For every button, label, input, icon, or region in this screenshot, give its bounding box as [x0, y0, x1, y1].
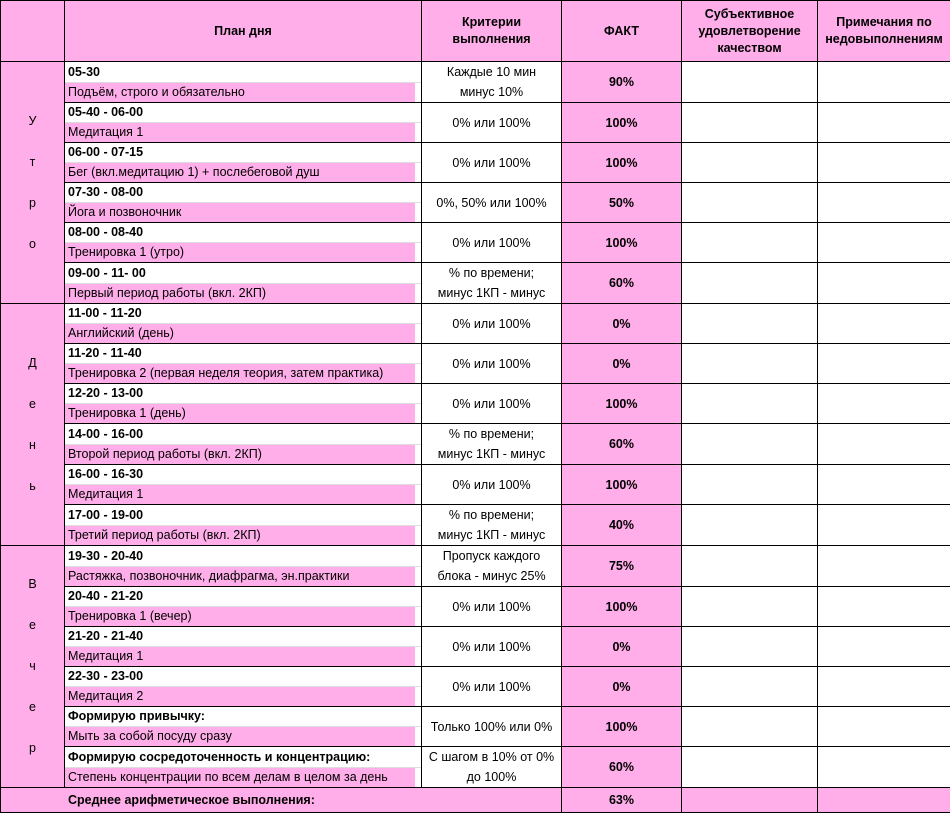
notes-cell[interactable]	[818, 183, 950, 223]
notes-cell[interactable]	[818, 465, 950, 505]
header-row	[1, 1, 950, 62]
notes-cell[interactable]	[818, 707, 950, 747]
plan-task: Тренировка 1 (утро)	[65, 243, 415, 262]
plan-time: 16-00 - 16-30	[65, 465, 421, 485]
plan-cell	[65, 103, 422, 143]
table-row	[1, 183, 950, 223]
fact-cell: 100%	[562, 587, 682, 627]
notes-cell[interactable]	[818, 263, 950, 304]
plan-cell	[65, 747, 422, 788]
plan-cell	[65, 304, 422, 344]
table-row	[1, 263, 950, 304]
section-letter: р	[1, 728, 64, 769]
subjective-cell[interactable]	[682, 143, 818, 183]
criteria-line1: С шагом в 10% от 0%	[422, 747, 561, 767]
criteria-line1: 0% или 100%	[422, 113, 561, 133]
table-row	[1, 344, 950, 384]
plan-task: Мыть за собой посуду сразу	[65, 727, 415, 746]
subjective-cell[interactable]	[682, 627, 818, 667]
notes-cell[interactable]	[818, 103, 950, 143]
subjective-cell[interactable]	[682, 587, 818, 627]
fact-cell: 0%	[562, 627, 682, 667]
criteria-line1: % по времени;	[422, 263, 561, 283]
table-row	[1, 627, 950, 667]
section-label	[1, 62, 65, 304]
header-notes-line1: Примечания по	[818, 14, 950, 31]
fact-cell: 0%	[562, 304, 682, 344]
notes-cell[interactable]	[818, 424, 950, 465]
plan-time: 17-00 - 19-00	[65, 506, 421, 526]
notes-cell[interactable]	[818, 627, 950, 667]
criteria-line1: % по времени;	[422, 424, 561, 444]
plan-time: 11-00 - 11-20	[65, 304, 421, 324]
criteria-cell	[422, 424, 562, 465]
criteria-line1: 0%, 50% или 100%	[422, 193, 561, 213]
plan-task: Тренировка 1 (вечер)	[65, 607, 415, 626]
subjective-cell[interactable]	[682, 707, 818, 747]
plan-cell	[65, 667, 422, 707]
fact-cell: 60%	[562, 263, 682, 304]
subjective-cell[interactable]	[682, 747, 818, 788]
criteria-line2: до 100%	[422, 767, 561, 787]
fact-cell: 75%	[562, 546, 682, 587]
plan-task: Бег (вкл.медитацию 1) + послебеговой душ	[65, 163, 415, 182]
notes-cell[interactable]	[818, 143, 950, 183]
fact-cell: 100%	[562, 143, 682, 183]
subjective-cell[interactable]	[682, 183, 818, 223]
table-row	[1, 465, 950, 505]
header-subjective-line1: Субъективное	[682, 6, 817, 23]
plan-time: 20-40 - 21-20	[65, 587, 421, 607]
notes-cell[interactable]	[818, 505, 950, 546]
plan-task: Йога и позвоночник	[65, 203, 415, 222]
table-row	[1, 384, 950, 424]
header-corner	[1, 1, 65, 62]
plan-cell	[65, 183, 422, 223]
header-subjective-line2: удовлетворение	[682, 23, 817, 40]
notes-cell[interactable]	[818, 384, 950, 424]
header-plan: План дня	[65, 1, 422, 62]
plan-time: 22-30 - 23-00	[65, 667, 421, 687]
fact-cell: 90%	[562, 62, 682, 103]
plan-cell	[65, 62, 422, 103]
plan-time: 06-00 - 07-15	[65, 143, 421, 163]
plan-task: Тренировка 2 (первая неделя теория, затем практика)	[65, 364, 415, 383]
plan-cell	[65, 707, 422, 747]
criteria-line2: минус 1КП - минус	[422, 283, 561, 303]
plan-task: Тренировка 1 (день)	[65, 404, 415, 423]
section-letter: е	[1, 687, 64, 728]
section-letter: о	[1, 224, 64, 265]
header-notes	[818, 1, 950, 62]
fact-cell: 100%	[562, 465, 682, 505]
table-row	[1, 546, 950, 587]
criteria-cell	[422, 667, 562, 707]
fact-cell: 100%	[562, 384, 682, 424]
notes-cell[interactable]	[818, 587, 950, 627]
criteria-line1: Пропуск каждого	[422, 546, 561, 566]
plan-task: Второй период работы (вкл. 2КП)	[65, 445, 415, 464]
plan-time: Формирую привычку:	[65, 707, 421, 727]
criteria-cell	[422, 627, 562, 667]
table-row	[1, 304, 950, 344]
plan-time: 19-30 - 20-40	[65, 547, 421, 567]
plan-cell	[65, 344, 422, 384]
subjective-cell[interactable]	[682, 384, 818, 424]
criteria-line1: 0% или 100%	[422, 314, 561, 334]
subjective-cell[interactable]	[682, 304, 818, 344]
plan-time: 05-40 - 06-00	[65, 103, 421, 123]
plan-time: 09-00 - 11- 00	[65, 264, 421, 284]
header-criteria-line2: выполнения	[422, 31, 561, 48]
criteria-cell	[422, 263, 562, 304]
header-subjective-line3: качеством	[682, 40, 817, 57]
header-notes-line2: недовыполнениям	[818, 31, 950, 48]
table-row	[1, 223, 950, 263]
table-row	[1, 143, 950, 183]
plan-cell	[65, 465, 422, 505]
section-letter: е	[1, 605, 64, 646]
header-fact: ФАКТ	[562, 1, 682, 62]
summary-label: Среднее арифметическое выполнения:	[1, 788, 562, 813]
fact-cell: 100%	[562, 707, 682, 747]
criteria-line1: 0% или 100%	[422, 153, 561, 173]
plan-task: Медитация 2	[65, 687, 415, 706]
fact-cell: 60%	[562, 424, 682, 465]
summary-empty-notes	[818, 788, 950, 813]
subjective-cell[interactable]	[682, 62, 818, 103]
section-letter: ч	[1, 646, 64, 687]
table-row	[1, 587, 950, 627]
section-letter: е	[1, 384, 64, 425]
notes-cell[interactable]	[818, 304, 950, 344]
section-letter: Д	[1, 343, 64, 384]
summary-value: 63%	[562, 788, 682, 813]
criteria-cell	[422, 587, 562, 627]
criteria-line1: 0% или 100%	[422, 677, 561, 697]
plan-task: Медитация 1	[65, 485, 415, 504]
fact-cell: 100%	[562, 103, 682, 143]
criteria-line2: минус 1КП - минус	[422, 525, 561, 545]
subjective-cell[interactable]	[682, 223, 818, 263]
plan-cell	[65, 424, 422, 465]
plan-cell	[65, 223, 422, 263]
header-criteria-line1: Критерии	[422, 14, 561, 31]
section-label	[1, 546, 65, 788]
criteria-line1: 0% или 100%	[422, 475, 561, 495]
criteria-cell	[422, 183, 562, 223]
plan-task: Первый период работы (вкл. 2КП)	[65, 284, 415, 303]
plan-task: Английский (день)	[65, 324, 415, 343]
criteria-line1: % по времени;	[422, 505, 561, 525]
summary-row	[1, 788, 950, 813]
plan-task: Третий период работы (вкл. 2КП)	[65, 526, 415, 545]
criteria-line2: блока - минус 25%	[422, 566, 561, 586]
plan-cell	[65, 505, 422, 546]
criteria-cell	[422, 465, 562, 505]
section-letter: т	[1, 142, 64, 183]
notes-cell[interactable]	[818, 667, 950, 707]
summary-empty-subjective	[682, 788, 818, 813]
criteria-cell	[422, 546, 562, 587]
criteria-line1: 0% или 100%	[422, 354, 561, 374]
notes-cell[interactable]	[818, 223, 950, 263]
plan-time: 21-20 - 21-40	[65, 627, 421, 647]
table-row	[1, 707, 950, 747]
plan-cell	[65, 587, 422, 627]
criteria-cell	[422, 505, 562, 546]
criteria-line1: Только 100% или 0%	[422, 717, 561, 737]
fact-cell: 0%	[562, 667, 682, 707]
criteria-line1: 0% или 100%	[422, 597, 561, 617]
plan-task: Подъём, строго и обязательно	[65, 83, 415, 102]
subjective-cell[interactable]	[682, 505, 818, 546]
fact-cell: 100%	[562, 223, 682, 263]
header-criteria	[422, 1, 562, 62]
criteria-line2: минус 10%	[422, 82, 561, 102]
plan-cell	[65, 263, 422, 304]
header-subjective	[682, 1, 818, 62]
criteria-cell	[422, 223, 562, 263]
table-row	[1, 62, 950, 103]
plan-time: 12-20 - 13-00	[65, 384, 421, 404]
subjective-cell[interactable]	[682, 103, 818, 143]
plan-time: 08-00 - 08-40	[65, 223, 421, 243]
criteria-cell	[422, 103, 562, 143]
section-letter: р	[1, 183, 64, 224]
table-row	[1, 667, 950, 707]
plan-cell	[65, 546, 422, 587]
section-label	[1, 304, 65, 546]
plan-task: Степень концентрации по всем делам в целом за день	[65, 768, 415, 787]
criteria-cell	[422, 143, 562, 183]
plan-cell	[65, 384, 422, 424]
criteria-cell	[422, 62, 562, 103]
criteria-line2: минус 1КП - минус	[422, 444, 561, 464]
subjective-cell[interactable]	[682, 344, 818, 384]
plan-cell	[65, 143, 422, 183]
plan-task: Медитация 1	[65, 123, 415, 142]
criteria-cell	[422, 747, 562, 788]
plan-task: Медитация 1	[65, 647, 415, 666]
notes-cell[interactable]	[818, 546, 950, 587]
subjective-cell[interactable]	[682, 263, 818, 304]
table-row	[1, 103, 950, 143]
notes-cell[interactable]	[818, 62, 950, 103]
section-letter: В	[1, 564, 64, 605]
criteria-cell	[422, 304, 562, 344]
section-letter: ь	[1, 466, 64, 507]
fact-cell: 50%	[562, 183, 682, 223]
subjective-cell[interactable]	[682, 424, 818, 465]
notes-cell[interactable]	[818, 747, 950, 788]
criteria-line1: 0% или 100%	[422, 233, 561, 253]
criteria-line1: 0% или 100%	[422, 637, 561, 657]
plan-cell	[65, 627, 422, 667]
plan-time: Формирую сосредоточенность и концентрацию:	[65, 748, 421, 768]
fact-cell: 60%	[562, 747, 682, 788]
criteria-line1: 0% или 100%	[422, 394, 561, 414]
plan-time: 05-30	[65, 63, 421, 83]
plan-task: Растяжка, позвоночник, диафрагма, эн.практики	[65, 567, 415, 586]
section-letter: н	[1, 425, 64, 466]
subjective-cell[interactable]	[682, 546, 818, 587]
fact-cell: 0%	[562, 344, 682, 384]
plan-time: 11-20 - 11-40	[65, 344, 421, 364]
notes-cell[interactable]	[818, 344, 950, 384]
criteria-cell	[422, 707, 562, 747]
criteria-cell	[422, 344, 562, 384]
fact-cell: 40%	[562, 505, 682, 546]
plan-time: 07-30 - 08-00	[65, 183, 421, 203]
criteria-cell	[422, 384, 562, 424]
subjective-cell[interactable]	[682, 667, 818, 707]
subjective-cell[interactable]	[682, 465, 818, 505]
table-row	[1, 424, 950, 465]
criteria-line1: Каждые 10 мин	[422, 62, 561, 82]
section-letter: У	[1, 101, 64, 142]
table-row	[1, 747, 950, 788]
plan-time: 14-00 - 16-00	[65, 425, 421, 445]
table-row	[1, 505, 950, 546]
